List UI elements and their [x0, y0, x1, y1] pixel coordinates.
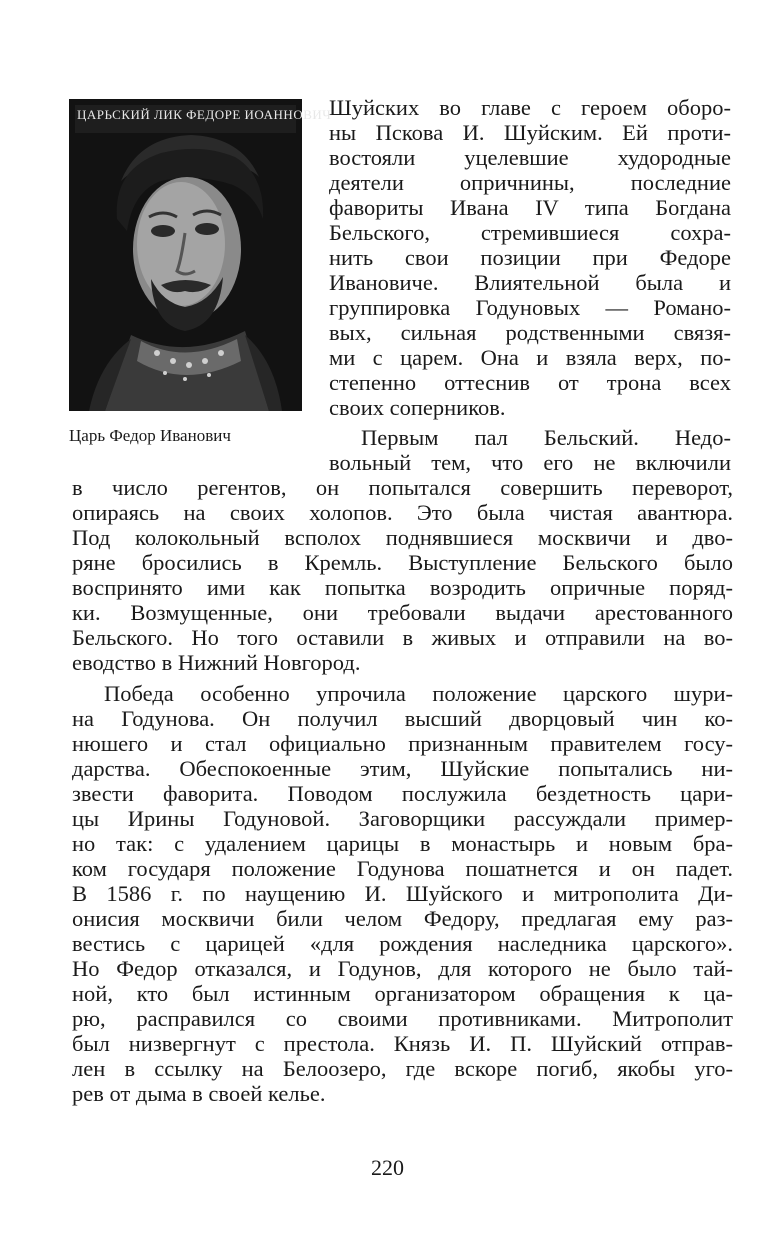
- text-line: цы Ирины Годуновой. Заговорщики рассуждали пример-: [72, 806, 733, 831]
- text-line: но так: с удалением царицы в монастырь и новым бра-: [72, 831, 733, 856]
- text-line: был низвергнут с престола. Князь И. П. Шуйский отправ-: [72, 1031, 733, 1056]
- text-line: воспринято ими как попытка возродить опричные поряд-: [72, 575, 733, 600]
- text-line: звести фаворита. Поводом послужила бездетность цари-: [72, 781, 733, 806]
- text-line: лен в ссылку на Белоозеро, где вскоре погиб, якобы уго-: [72, 1056, 733, 1081]
- text-line: Бельского. Но того оставили в живых и отправили на во-: [72, 625, 733, 650]
- text-line: В 1586 г. по наущению И. Шуйского и митрополита Ди-: [72, 881, 733, 906]
- portrait-inscription: ЦАРЬСКИЙ ЛИК ФЕДОРЕ ИОАННОВИЧ: [77, 107, 332, 122]
- text-line: на Годунова. Он получил высший дворцовый чин ко-: [72, 706, 733, 731]
- tsar-portrait-icon: [69, 99, 332, 411]
- page-number: 220: [371, 1155, 404, 1180]
- text-line: ми с царем. Она и взяла верх, по-: [329, 345, 731, 370]
- text-line: вольный тем, что его не включили: [329, 450, 731, 475]
- text-line: группировка Годуновых — Романо-: [329, 295, 731, 320]
- text-line: Победа особенно упрочила положение царского шури-: [104, 681, 733, 706]
- text-line: дарства. Обеспокоенные этим, Шуйские попытались ни-: [72, 756, 733, 781]
- text-line: ной, кто был истинным организатором обращения к ца-: [72, 981, 733, 1006]
- text-line: вых, сильная родственными связя-: [329, 320, 731, 345]
- text-line: онисия москвичи били челом Федору, предлагая ему раз-: [72, 906, 733, 931]
- text-line: Шуйских во главе с героем оборо-: [329, 95, 731, 120]
- text-line: Под колокольный всполох поднявшиеся москвичи и дво-: [72, 525, 733, 550]
- text-line: степенно оттеснив от трона всех: [329, 370, 731, 395]
- text-line: своих соперников.: [329, 395, 506, 420]
- text-line: рев от дыма в своей келье.: [72, 1081, 326, 1106]
- text-line: Бельского, стремившиеся сохра-: [329, 220, 731, 245]
- text-line: Первым пал Бельский. Недо-: [361, 425, 731, 450]
- text-line: востояли уцелевшие худородные: [329, 145, 731, 170]
- portrait-image: [69, 99, 332, 411]
- text-line: рю, расправился со своими противниками. Митрополит: [72, 1006, 733, 1031]
- text-line: нюшего и стал официально признанным правителем госу-: [72, 731, 733, 756]
- text-line: деятели опричнины, последние: [329, 170, 731, 195]
- text-line: фавориты Ивана IV типа Богдана: [329, 195, 731, 220]
- text-line: в число регентов, он попытался совершить переворот,: [72, 475, 733, 500]
- text-line: ки. Возмущенные, они требовали выдачи арестованного: [72, 600, 733, 625]
- text-line: вестись с царицей «для рождения наследника царского».: [72, 931, 733, 956]
- text-line: еводство в Нижний Новгород.: [72, 650, 361, 675]
- text-line: Ивановиче. Влиятельной была и: [329, 270, 731, 295]
- text-line: ряне бросились в Кремль. Выступление Бельского было: [72, 550, 733, 575]
- figure-caption: Царь Федор Иванович: [69, 426, 231, 445]
- text-line: нить свои позиции при Федоре: [329, 245, 731, 270]
- text-line: опираясь на своих холопов. Это была чистая авантюра.: [72, 500, 733, 525]
- text-line: ком государя положение Годунова пошатнется и он падет.: [72, 856, 733, 881]
- text-line: Но Федор отказался, и Годунов, для которого не было тай-: [72, 956, 733, 981]
- text-line: ны Пскова И. Шуйским. Ей проти-: [329, 120, 731, 145]
